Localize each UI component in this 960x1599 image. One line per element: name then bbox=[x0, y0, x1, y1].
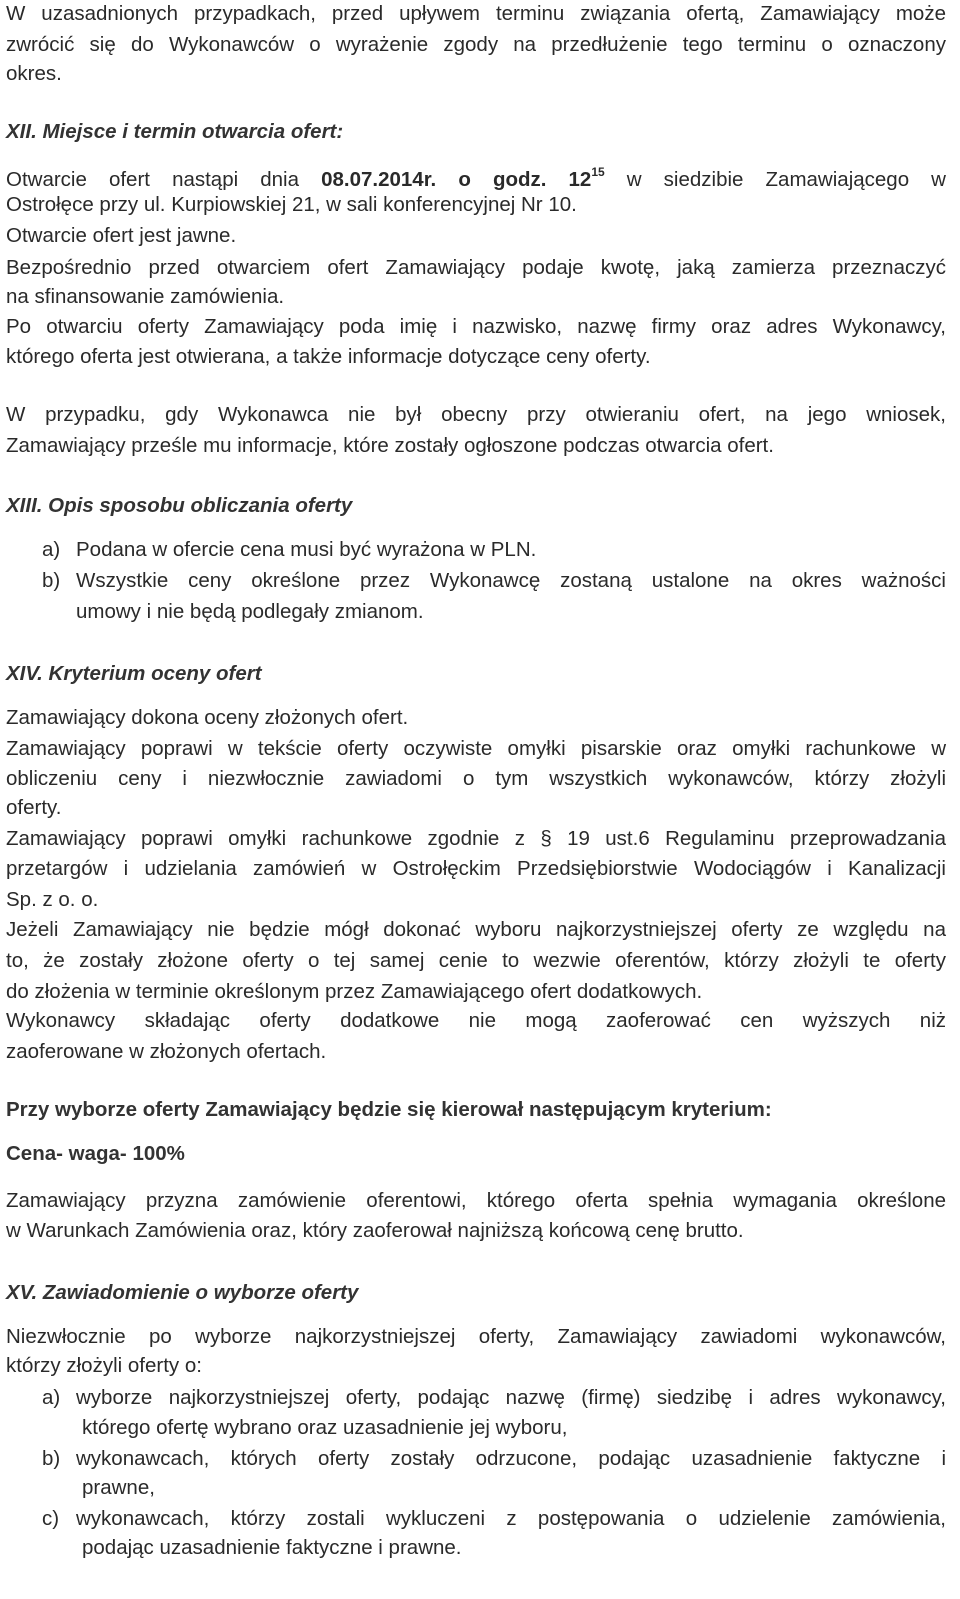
list-item-text: Podana w ofercie cena musi być wyrażona w PLN. bbox=[76, 538, 537, 561]
section-heading-xii: XII. Miejsce i termin otwarcia ofert: bbox=[6, 120, 344, 143]
criterion-weight: Cena- waga- 100% bbox=[6, 1142, 185, 1165]
text-line: którzy złożyli oferty o: bbox=[6, 1354, 202, 1377]
text-line: Po otwarciu oferty Zamawiający poda imię i nazwisko, nazwę firmy oraz adres Wykonawcy, bbox=[6, 315, 946, 338]
list-item-text: Wszystkie ceny określone przez Wykonawcę zostaną ustalone na okres ważności bbox=[76, 569, 946, 592]
text-line: Zamawiający dokona oceny złożonych ofert. bbox=[6, 706, 409, 729]
list-item bbox=[42, 1509, 946, 1530]
text-line: Wykonawcy składając oferty dodatkowe nie mogą zaoferować cen wyższych niż bbox=[6, 1009, 946, 1032]
text-line: w Warunkach Zamówienia oraz, który zaoferował najniższą końcową cenę brutto. bbox=[6, 1219, 744, 1242]
text-line: W przypadku, gdy Wykonawca nie był obecny przy otwieraniu ofert, na jego wniosek, bbox=[6, 403, 946, 426]
opening-minutes: 15 bbox=[591, 165, 605, 179]
text-line: oferty. bbox=[6, 796, 62, 819]
list-item-text: wykonawcach, których oferty zostały odrzucone, podając uzasadnienie faktyczne i bbox=[76, 1447, 946, 1470]
list-marker: a) bbox=[42, 1386, 61, 1409]
text-line: Zamawiający poprawi omyłki rachunkowe zgodnie z § 19 ust.6 Regulaminu przeprowadzania bbox=[6, 827, 946, 850]
text-line: obliczeniu ceny i niezwłocznie zawiadomi o tym wszystkich wykonawców, którzy złożyli bbox=[6, 767, 946, 790]
section-heading-xv: XV. Zawiadomienie o wyborze oferty bbox=[6, 1281, 359, 1304]
opening-date: 08.07.2014r. o godz. $12^{15}$ bbox=[321, 165, 605, 191]
text-line: umowy i nie będą podlegały zmianom. bbox=[76, 600, 424, 623]
text-fragment: Otwarcie ofert nastąpi dnia bbox=[6, 168, 300, 191]
text-fragment: w siedzibie Zamawiającego w bbox=[626, 168, 946, 191]
list-item-text: wyborze najkorzystniejszej oferty, podając nazwę (firmę) siedzibę i adres wykonawcy, bbox=[76, 1386, 946, 1409]
list-marker: c) bbox=[42, 1507, 60, 1530]
criterion-heading: Przy wyborze oferty Zamawiający będzie się kierował następującym kryterium: bbox=[6, 1098, 772, 1121]
text-line: zwrócić się do Wykonawców o wyrażenie zgody na przedłużenie tego terminu o oznaczony bbox=[6, 33, 946, 56]
text-line: Sp. z o. o. bbox=[6, 888, 99, 911]
text-line: Otwarcie ofert jest jawne. bbox=[6, 224, 237, 247]
text-line: Zamawiający przyzna zamówienie oferentowi, którego oferta spełnia wymagania określone bbox=[6, 1189, 946, 1212]
text-line: którego oferta jest otwierana, a także informacje dotyczące ceny oferty. bbox=[6, 345, 651, 368]
list-item bbox=[42, 571, 946, 592]
list-marker: b) bbox=[42, 569, 61, 592]
text-line: którego ofertę wybrano oraz uzasadnienie jej wyboru, bbox=[82, 1416, 568, 1439]
text-line: na sfinansowanie zamówienia. bbox=[6, 285, 285, 308]
list-item bbox=[42, 540, 946, 561]
section-heading-xiv: XIV. Kryterium oceny ofert bbox=[6, 662, 262, 685]
list-marker: b) bbox=[42, 1447, 61, 1470]
section-heading-xiii: XIII. Opis sposobu obliczania oferty bbox=[6, 494, 353, 517]
text-line: okres. bbox=[6, 62, 62, 85]
text-line: W uzasadnionych przypadkach, przed upływem terminu związania ofertą, Zamawiający może bbox=[6, 2, 946, 25]
list-marker: a) bbox=[42, 538, 61, 561]
text-line: podając uzasadnienie faktyczne i prawne. bbox=[82, 1536, 462, 1559]
list-item bbox=[42, 1388, 946, 1409]
text-line: Bezpośrednio przed otwarciem ofert Zamawiający podaje kwotę, jaką zamierza przeznaczyć bbox=[6, 256, 946, 279]
text-line: do złożenia w terminie określonym przez Zamawiającego ofert dodatkowych. bbox=[6, 980, 703, 1003]
text-line: Ostrołęce przy ul. Kurpiowskiej 21, w sali konferencyjnej Nr 10. bbox=[6, 193, 577, 216]
text-line: Jeżeli Zamawiający nie będzie mógł dokonać wyboru najkorzystniejszej oferty ze względu na bbox=[6, 918, 946, 941]
text-line: Niezwłocznie po wyborze najkorzystniejszej oferty, Zamawiający zawiadomi wykonawców, bbox=[6, 1325, 946, 1348]
list-item-text: wykonawcach, którzy zostali wykluczeni z postępowania o udzielenie zamówienia, bbox=[76, 1507, 946, 1530]
text-line: to, że zostały złożone oferty o tej samej cenie to wezwie oferentów, którzy złożyli te oferty bbox=[6, 949, 946, 972]
text-line: Zamawiający prześle mu informacje, które zostały ogłoszone podczas otwarcia ofert. bbox=[6, 434, 774, 457]
text-line: zaoferowane w złożonych ofertach. bbox=[6, 1040, 327, 1063]
text-line bbox=[6, 166, 946, 191]
text-line: prawne, bbox=[82, 1476, 155, 1499]
list-item bbox=[42, 1449, 946, 1470]
text-line: Zamawiający poprawi w tekście oferty oczywiste omyłki pisarskie oraz omyłki rachunkowe w bbox=[6, 737, 946, 760]
text-line: przetargów i udzielania zamówień w Ostrołęckim Przedsiębiorstwie Wodociągów i Kanalizacji bbox=[6, 857, 946, 880]
